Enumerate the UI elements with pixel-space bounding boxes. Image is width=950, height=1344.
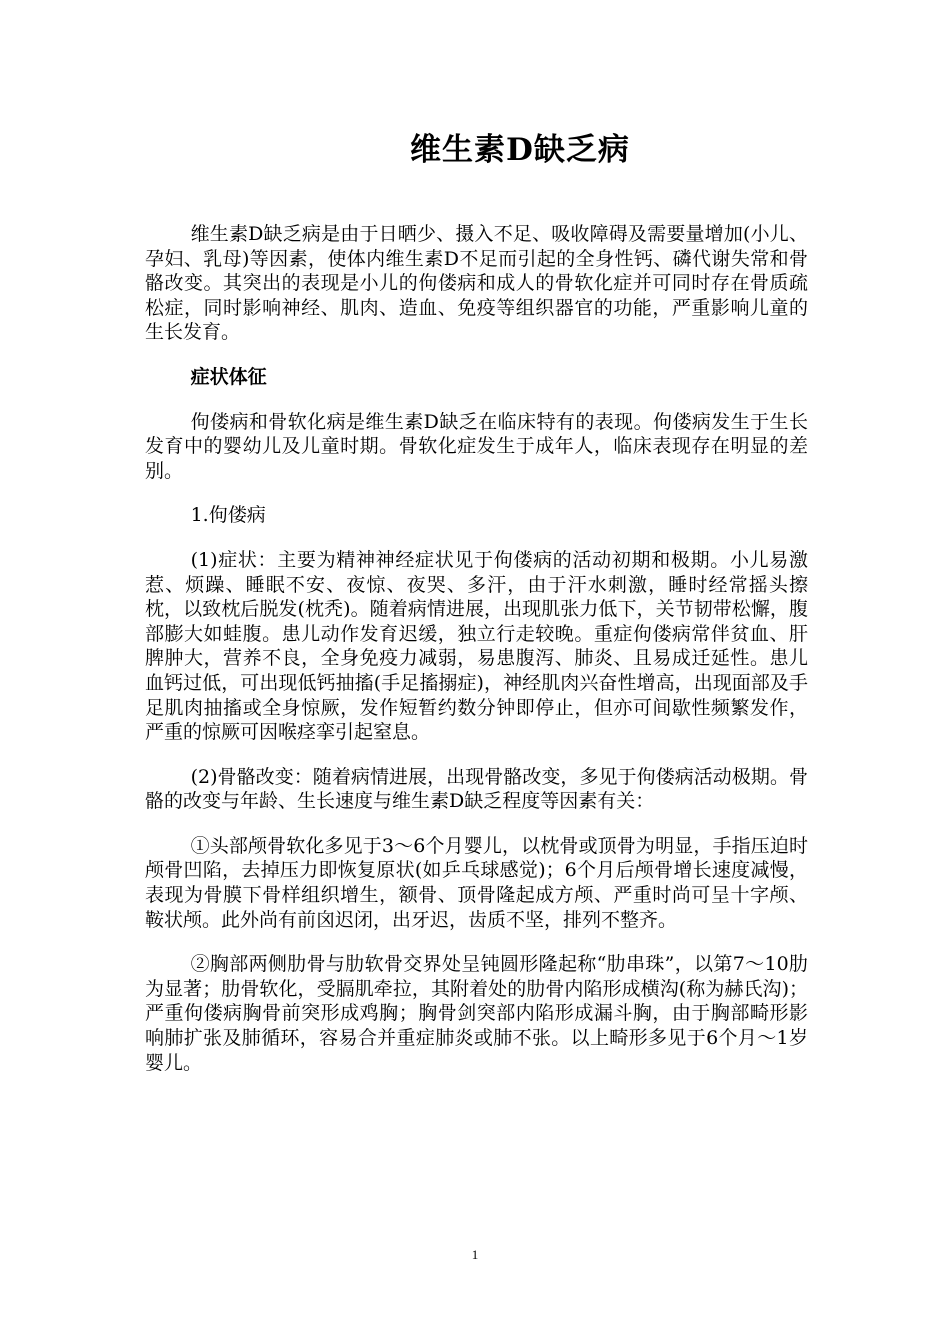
document-body bbox=[145, 222, 808, 1095]
page-number: 1 bbox=[471, 1247, 479, 1262]
symptoms-paragraph: (1)症状：主要为精神神经症状见于佝偻病的活动初期和极期。小儿易激惹、烦躁、睡眠不安、夜惊、夜哭、多汗，由于汗水刺激，睡时经常摇头擦枕，以致枕后脱发(枕秃)。随着病情进展，出现肌张力低下，关节韧带松懈，腹部膨大如蛙腹。患儿动作发育迟缓，独立行走较晚。重症佝偻病常伴贫血、肝脾肿大，营养不良，全身免疫力减弱，易患腹泻、肺炎、且易成迁延性。患儿血钙过低，可出现低钙抽搐(手足搐搦症)，神经肌肉兴奋性增高，出现面部及手足肌肉抽搐或全身惊厥，发作短暂约数分钟即停止，但亦可间歇性频繁发作，严重的惊厥可因喉痉挛引起窒息。 bbox=[145, 548, 808, 744]
section-heading: 症状体征 bbox=[190, 365, 267, 388]
intro-paragraph: 维生素D缺乏病是由于日晒少、摄入不足、吸收障碍及需要量增加(小儿、孕妇、乳母)等因素，使体内维生素D不足而引起的全身性钙、磷代谢失常和骨骼改变。其突出的表现是小儿的佝偻病和成人的骨软化症并可同时存在骨质疏松症，同时影响神经、肌肉、造血、免疫等组织器官的功能，严重影响儿童的生长发育。 bbox=[145, 223, 808, 344]
document-title: 维生素D缺乏病 bbox=[410, 132, 630, 168]
chest-item-paragraph: ②胸部两侧肋骨与肋软骨交界处呈钝圆形隆起称“肋串珠”，以第7～10肋为显著；肋骨软化，受膈肌牵拉，其附着处的肋骨内陷形成横沟(称为赫氏沟)；严重佝偻病胸骨前突形成鸡胸；胸骨剑突部内陷形成漏斗胸，由于胸部畸形影响肺扩张及肺循环，容易合并重症肺炎或肺不张。以上畸形多见于6个月～1岁婴儿。 bbox=[145, 953, 808, 1074]
skeletal-changes-paragraph: (2)骨骼改变：随着病情进展，出现骨骼改变，多见于佝偻病活动极期。骨骼的改变与年龄、生长速度与维生素D缺乏程度等因素有关： bbox=[145, 765, 808, 813]
head-item-paragraph: ①头部颅骨软化多见于3～6个月婴儿，以枕骨或顶骨为明显，手指压迫时颅骨凹陷，去掉压力即恢复原状(如乒乓球感觉)；6个月后颅骨增长速度减慢，表现为骨膜下骨样组织增生，额骨、顶骨隆起成方颅、严重时尚可呈十字颅、鞍状颅。此外尚有前囟迟闭，出牙迟，齿质不坚，排列不整齐。 bbox=[145, 834, 808, 931]
section-intro-paragraph: 佝偻病和骨软化病是维生素D缺乏在临床特有的表现。佝偻病发生于生长发育中的婴幼儿及儿童时期。骨软化症发生于成年人，临床表现存在明显的差别。 bbox=[145, 410, 808, 482]
subsection-heading: 1.佝偻病 bbox=[190, 504, 266, 527]
